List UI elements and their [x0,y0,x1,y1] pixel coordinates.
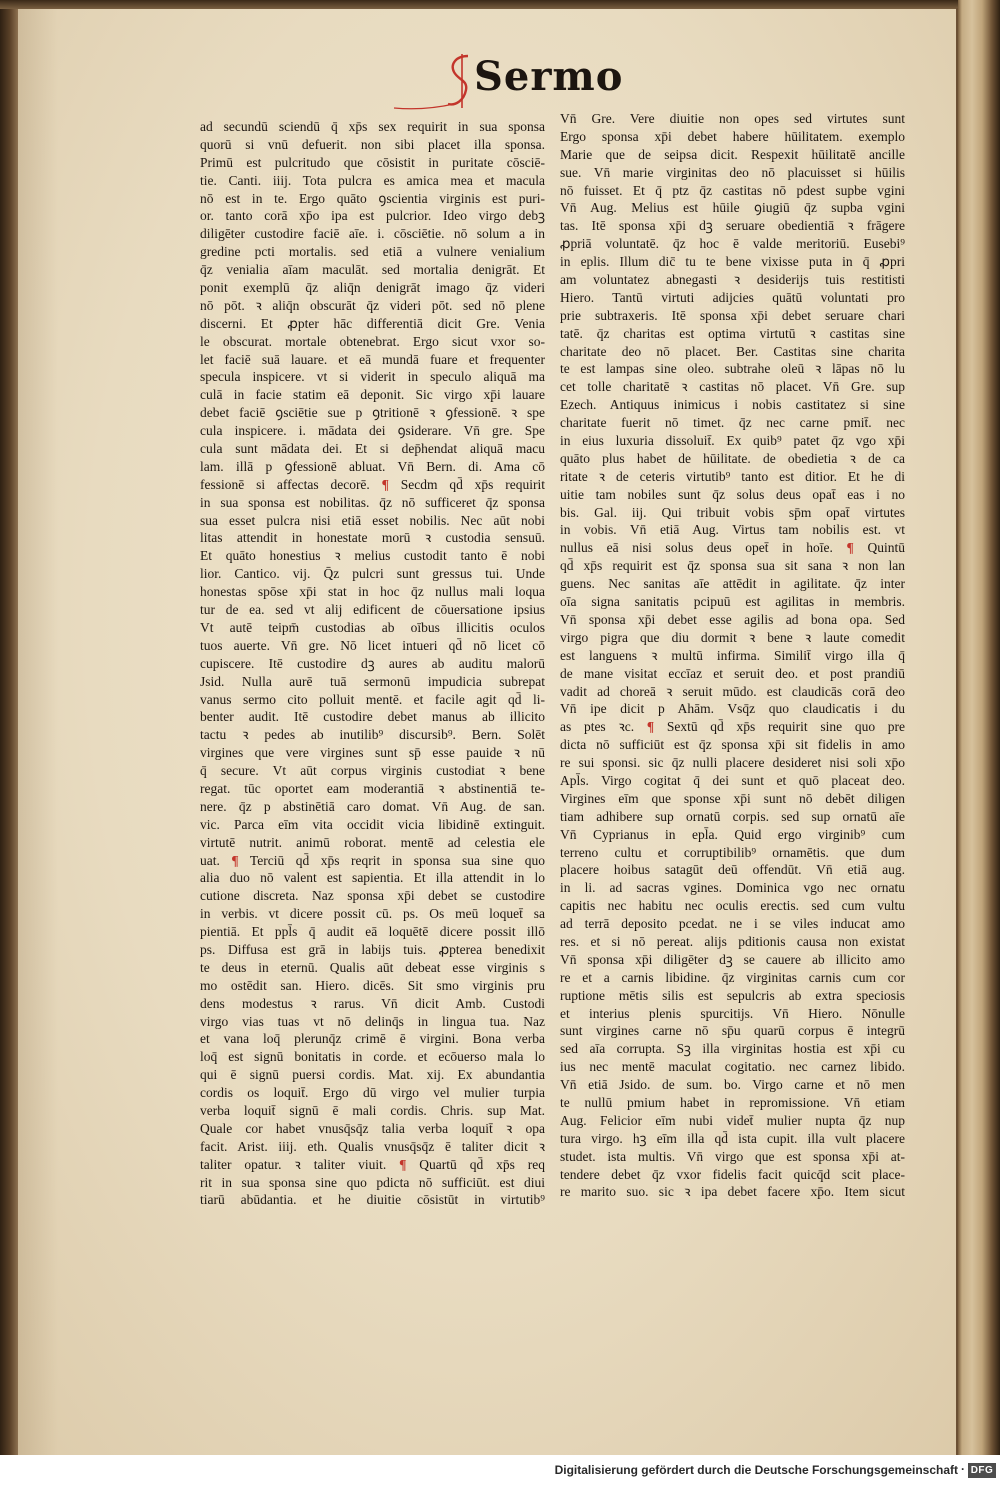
text-line: Jsid. Nulla aurē tuā sermonū impudicia subrepat [200,673,545,689]
text-line: res. et si nō pereat. alijs pditionis causa non existat [560,933,905,949]
text-line: Aug. Felicior eīm nubi videt̄ mulier nupta q̄z nup [560,1112,905,1128]
text-line: benter audit. Itē custodire debet manus ab illicito [200,709,545,725]
text-line: tactu ꝛ pedes ab inutilib⁹ discursib⁹. Bern. Solēt [200,727,545,743]
text-line: virgo pigra que diu dormit ꝛ bene ꝛ laute comedit [560,629,905,645]
text-column-right [560,110,905,1201]
text-line: mo ostēdit san. Hiero. dicēs. Sit smo virginis pru [200,977,545,993]
text-line: dicta nō sufficiūt est q̄z sponsa xp̄i sit fidelis in amo [560,737,905,753]
text-line: Vn̄ etiā Jsido. de sum. bo. Virgo carne et nō men [560,1077,905,1093]
text-line: prie subtraxeris. Itē sponsa xp̄i debet seruare chari [560,307,905,323]
text-line: culā in facie statim eā deponit. Sic virgo xp̄i lauare [200,387,545,403]
text-line: ps. Diffusa est grā in labijs tuis. ꝓpterea benedixit [200,941,545,957]
text-line: nō fuisset. Et q̄ ptz q̄z castitas nō pdest supbe vgini [560,182,905,198]
text-line: re et a carnis libidine. q̄z virginitas carnis cum cor [560,969,905,985]
text-line: vic. Parca eīm vita occidit vicia libidinē extinguit. [200,816,545,832]
paragraph-mark: ¶ [381,476,389,492]
text-line: taliter opatur. ꝛ taliter viuit. ¶ Quartū qd̄ xp̄s req [200,1156,545,1172]
text-line: Et quāto honestius ꝛ melius custodit tanto ē nobi [200,548,545,564]
book-right-edge [958,0,1000,1455]
text-line: regat. tūc oportet eam moderantiā ꝛ abstinentiā te- [200,780,545,796]
text-line: nō pōt. ꝛ aliq̄n obscurāt q̄z videri pōt. sed nō plene [200,297,545,313]
text-line: guens. Nec sanitas aīe attēdit in agilitate. q̄z inter [560,576,905,592]
text-line: re sui sponsi. sic q̄z nulli placere desideret nisi soli xp̄o [560,755,905,771]
text-line: loq̄ est signū bonitatis in corde. et ecōuerso mala lo [200,1049,545,1065]
text-line: te deus in eternū. Qualis aūt debeat esse virginis s [200,959,545,975]
text-line: ad secundū sciendū q̄ xp̄s sex requirit in sua sponsa [200,119,545,134]
text-line: tiarū abūdantia. et he diuitie cōsistūt in virtutib⁹ [200,1192,545,1208]
text-line: virgines que vere virgines sunt sp̄ esse pauide ꝛ nū [200,745,545,761]
text-line: sua esset pulcra nisi etiā esset nobilis. Nec aūt nobi [200,512,545,528]
text-line: qui ē signū puersi cordis. Mat. xij. Ex abundantia [200,1067,545,1083]
text-line: est languens ꝛ multū infirma. Similit̄ virgo illa q̄ [560,647,905,663]
text-line: vanus sermo cito polluit mentē. et facile agit qd̄ li- [200,691,545,707]
text-line: lam. illā p ꝯfessionē abluat. Vn̄ Bern. di. Ama cō [200,458,545,474]
text-line: studet. ista multis. Vn̄ virgo que est sponsa xp̄i at- [560,1148,905,1164]
text-line: ꝓpriā voluntatē. q̄z hoc ē valde meritoriū. Eusebi⁹ [560,236,905,252]
text-line: ius nec mentē maculat cogitatio. nec carnez libido. [560,1059,905,1075]
paragraph-mark: ¶ [231,852,239,868]
text-line: Vn̄ ipe dicit p Ahām. Vsq̄z quo claudicatis i du [560,701,905,717]
text-line: ritate ꝛ de ceteris virtutib⁹ tanto est ditior. Et he di [560,468,905,484]
text-line: ponit exemplū q̄z aliq̄n denigrāt imago q̄z videri [200,280,545,296]
text-line: quāto plus habet de hūilitate. de obedietia ꝛ de ca [560,450,905,466]
footer-bar [0,1455,1000,1485]
text-line: verba loquit̄ signū ē mali cordis. Chris. sup Mat. [200,1102,545,1118]
text-line: cupiscere. Itē custodire dꝫ aures ab auditu malorū [200,655,545,671]
text-line: in eplis. Illum dic̄ tu te bene vixisse puta in q̄ ꝓpri [560,254,905,270]
text-line: Apl̄s. Virgo cogitat q̄ dei sunt et quō placeat deo. [560,772,905,788]
dfg-logo: DFG [968,1463,996,1478]
text-line: charitate fuerit nō timet. q̄z nec carne pmit̄. nec [560,415,905,431]
text-line: nullus eā nisi solus deus opet̄ in hoīe. ¶ Quintū [560,540,905,556]
text-line: tura virgo. hꝫ eīm illa qd̄ ista cupit. illa vult placere [560,1130,905,1146]
text-line: pientiā. Et ppl̄s q̄ audit eā loquētē dicere possit illō [200,924,545,940]
text-line: bis. Gal. iij. Qui tribuit vobis sp̄m opat̄ virtutes [560,504,905,520]
paragraph-mark: ¶ [646,719,655,735]
text-line: tiam adhibere sup ornatū corpis. sed sup ornatū aīe [560,808,905,824]
text-line: Vn̄ sponsa xp̄i debet esse agilis ad bona opa. Sed [560,611,905,627]
text-line: Vt autē teipm̄ custodias ab oībus illicitis oculos [200,619,545,635]
text-line: et vana loq̄ plerunq̄z crimē ē virgini. Bona verba [200,1031,545,1047]
text-line: tatē. q̄z charitas est optima virtutū ꝛ castitas sine [560,325,905,341]
text-line: uitie tam nobiles sunt q̄z solus deus opat̄ eas i no [560,486,905,502]
text-line: tur de ea. sed vt alij edificent de cōuersatione ipsius [200,602,545,618]
book-top-edge [0,0,1000,9]
text-line: oīa signa sanitatis pcipuū est agilitas in membris. [560,594,905,610]
text-line: quorū si vnū defuerit. non sibi placet illa sponsa. [200,136,545,152]
text-line: lior. Cantico. vij. Q̄z pulcri sunt gressus tui. Unde [200,566,545,582]
text-line: litas attendit in honestate morū ꝛ custodia sensuū. [200,530,545,546]
text-line: te nullū pmium habet in repromissione. Vn̄ etiam [560,1094,905,1110]
paragraph-mark: ¶ [846,540,854,556]
text-line: specula inspicere. vt si viderit in speculo aliquā ma [200,369,545,385]
text-line: capitis nec habitu nec oculis erectis. sed cum vultu [560,898,905,914]
text-line: uat. ¶ Terciū qd̄ xp̄s reqrit in sponsa sua sine quo [200,852,545,868]
text-line: Ezech. Antiquus inimicus i nobis castitatez si sine [560,397,905,413]
text-line: Vn̄ sponsa xp̄i diligēter dꝫ se cauere ab illicito amo [560,951,905,967]
text-line: Vn̄ Cyprianus in epl̄a. Quid ergo virginib⁹ cum [560,826,905,842]
text-line: tuos auerte. Vn̄ gre. Nō licet intueri qd̄ nō licet cō [200,637,545,653]
text-line: virgo vias tuas vt nō delinq̄s in lingua tua. Naz [200,1013,545,1029]
text-line: tas. Itē sponsa xp̄i dꝫ seruare obedientiā ꝛ frāgere [560,218,905,234]
text-line: tendere debet q̄z vxor fidelis facit quicq̄d scit place- [560,1166,905,1182]
text-line: sed aīa corrupta. Sꝫ illa virginitas hostia est xp̄i cu [560,1041,905,1057]
footer-separator: · [961,1462,965,1476]
text-line: de mane visitat eccīaz et seruit deo. et post prandiū [560,665,905,681]
text-line: gredine pcti mortalis. sed etiā a vulnere venialium [200,244,545,260]
text-line: vadit ad choreā ꝛ seruit mūdo. est claudicās corā deo [560,683,905,699]
text-line: placere hoibus satagūt deū offendūt. Vn̄ etiā aug. [560,862,905,878]
text-line: cutione discreta. Naz sponsa xp̄i debet se custodire [200,888,545,904]
text-line: Virgines eīm que sponse xp̄i sunt nō debēt diligen [560,790,905,806]
text-line: Vn̄ Gre. Vere diuitie non opes sed virtutes sunt [560,111,905,126]
text-line: Hiero. Tantū virtuti adijcies quātū voluntati pro [560,289,905,305]
text-line: terreno cultu et corruptibilib⁹ ornamētis. que dum [560,844,905,860]
text-line: cula inspicere. i. mādata dei ꝯsiderare. Vn̄ gre. Spe [200,423,545,439]
text-line: as ptes ꝛc. ¶ Sextū qd̄ xp̄s requirit sine quo pre [560,719,905,735]
text-line: honestas spōse xp̄i stat in hoc q̄z nullus mali loqua [200,584,545,600]
text-line: in sua sponsa est nobilitas. q̄z nō sufficeret q̄z sponsa [200,494,545,510]
text-line: alia duo nō valent est sapientia. Et illa attendit in lo [200,870,545,886]
text-line: nō est in te. Ergo quāto ꝯscientia virginis est puri- [200,190,545,206]
text-column-left [200,118,545,1209]
book-left-edge [0,0,18,1455]
text-line: et interius plenis spurcitijs. Vn̄ Hiero. Nōnulle [560,1005,905,1021]
text-line: tie. Canti. iiij. Tota pulcra es amica mea et macula [200,172,545,188]
text-line: in vobis. Vn̄ etiā Aug. Virtus tam nobilis est. vt [560,522,905,538]
text-line: ad terrā deposito pcedat. ne i se viles inducat amo [560,916,905,932]
text-line: cet tolle charitatē ꝛ castitas nō placet. Vn̄ Gre. sup [560,379,905,395]
text-line: Primū est pulcritudo que cōsistit in puritate cōsciē- [200,154,545,170]
text-line: facit. Arist. iiij. eth. Qualis vnusq̄sq̄z ē taliter dicit ꝛ [200,1138,545,1154]
text-line: charitate deo nō placet. Ber. Castitas sine charita [560,343,905,359]
text-line: nere. q̄z p abstinētiā caro domat. Vn̄ Aug. de san. [200,798,545,814]
text-line: or. tanto corā xp̄o ipa est pulcrior. Ideo virgo debꝫ [200,208,545,224]
text-line: q̄z venialia aīam maculāt. sed mortalia denigrāt. Et [200,262,545,278]
text-line: am voluntatez abnegasti ꝛ desiderijs tuis restitisti [560,272,905,288]
text-line: rit in sua sponsa sine quo pdicta nō sufficiūt. est diui [200,1174,545,1190]
text-line: qd̄ xp̄s requirit est q̄z sponsa sua sit sana ꝛ non lan [560,558,905,574]
text-line: fessionē si affectas decorē. ¶ Secdm qd̄ xp̄s requirit [200,476,545,492]
text-line: discerni. Et ꝓpter hāc differentiā dicit Gre. Venia [200,315,545,331]
text-line: Quale cor habet vnusq̄sq̄z talia verba loquit̄ ꝛ opa [200,1120,545,1136]
text-line: virtutē nutrit. animū roborat. mentē ad celestia ele [200,834,545,850]
text-line: in eius luxuria dissoluit̄. Ex quib⁹ patet q̄z vgo xp̄i [560,433,905,449]
text-line: re marito suo. sic ꝛ ipa debet facere xp̄o. Item sicut [560,1184,905,1200]
text-line: te est lampas sine oleo. subtrahe oleū ꝛ lāpas nō lu [560,361,905,377]
text-line: q̄ secure. Vt aūt corpus virginis custodiat ꝛ bene [200,763,545,779]
text-line: debet faciē ꝯsciētie sue p ꝯtritionē ꝛ ꝯfessionē. ꝛ spe [200,405,545,421]
text-line: le obscurat. mortale obtenebrat. Ergo sicut vxor so- [200,333,545,349]
text-line: diligēter custodire faciē aīe. i. cōsciētie. nō solum a in [200,226,545,242]
text-line: Marie que de seipsa dicit. Respexit hūilitatē ancille [560,146,905,162]
text-line: ruptione mētis silis est sepulcris ab extra speciosis [560,987,905,1003]
text-line: cordis os loquit̄. Ergo dū virgo vel mulier turpia [200,1085,545,1101]
running-title: Sermo [474,53,624,100]
text-line: in verbis. vt dicere possit cū. ps. Os meū loquet̄ sa [200,906,545,922]
funding-credit: Digitalisierung gefördert durch die Deutsche Forschungsgemeinschaft [554,1463,958,1477]
text-line: let faciē suā lauare. et eā mundā fuare et frequenter [200,351,545,367]
text-line: Ergo sponsa xp̄i debet habere hūilitatem. exemplo [560,128,905,144]
text-line: cula sunt mādata dei. Et si dep̄hendat aliquā macu [200,441,545,457]
paragraph-mark: ¶ [399,1156,407,1172]
text-line: dens modestus ꝛ rarus. Vn̄ dicit Amb. Custodi [200,995,545,1011]
text-line: in li. ad sacras vgines. Dominica vgo nec ornatu [560,880,905,896]
text-line: Vn̄ Aug. Melius est hūile ꝯiugiū q̄z supba vgini [560,200,905,216]
text-line: sue. Vn̄ marie virginitas deo nō placuisset si hūilis [560,164,905,180]
text-line: sunt virgines carne nō sp̄u quarū corpus ē integrū [560,1023,905,1039]
